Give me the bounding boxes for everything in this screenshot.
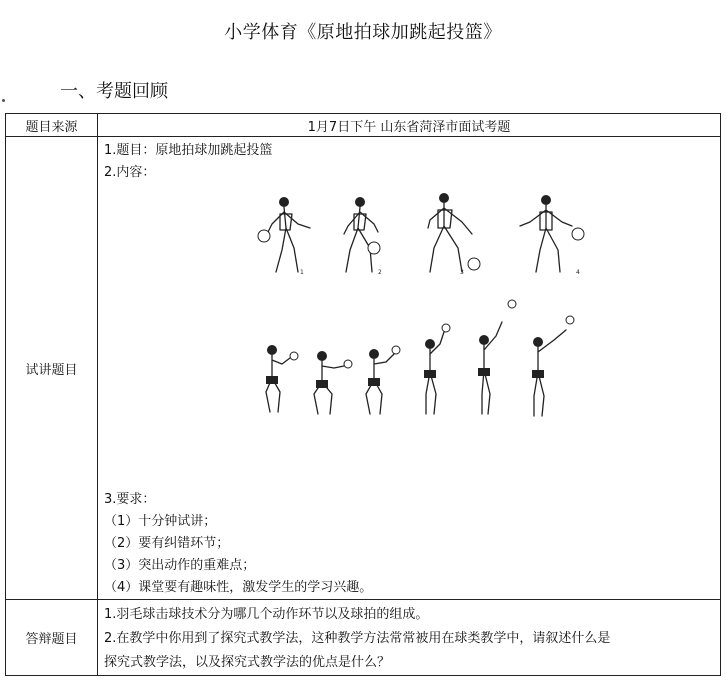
figure-number-1: 1 bbox=[300, 269, 304, 276]
requirement-3: （3）突出动作的重难点； bbox=[104, 558, 256, 573]
figure-number-2: 2 bbox=[378, 269, 382, 276]
shot-figure-1 bbox=[266, 345, 298, 412]
section-heading: 一、考题回顾 bbox=[60, 81, 168, 102]
ball-3 bbox=[468, 258, 480, 270]
source-value: 1月7日下午 山东省菏泽市面试考题 bbox=[98, 114, 721, 137]
dribble-figure-1 bbox=[268, 197, 310, 272]
source-label: 题目来源 bbox=[6, 114, 98, 137]
defense-question-2-part2: 探究式教学法，以及探究式教学法的优点是什么？ bbox=[104, 655, 391, 670]
defense-question-1: 1.羽毛球击球技术分为哪几个动作环节以及球拍的组成。 bbox=[104, 607, 429, 622]
page-title: 小学体育《原地拍球加跳起投篮》 bbox=[224, 22, 502, 43]
requirement-4: （4）课堂要有趣味性，激发学生的学习兴趣。 bbox=[104, 580, 373, 595]
ball-4 bbox=[572, 228, 584, 240]
illustration-svg bbox=[104, 184, 714, 489]
lecture-topic: 1.题目：原地拍球加跳起投篮 bbox=[104, 143, 273, 158]
shot-figure-6 bbox=[532, 316, 574, 416]
defense-row bbox=[6, 600, 721, 676]
figure-number-3: 3 bbox=[460, 269, 464, 276]
ball-2 bbox=[368, 242, 380, 254]
shot-figure-5 bbox=[478, 300, 516, 414]
lecture-content bbox=[98, 137, 721, 600]
lecture-content-heading: 2.内容： bbox=[104, 165, 156, 180]
shot-figure-3 bbox=[366, 346, 400, 414]
shot-figure-4 bbox=[424, 324, 450, 414]
dribble-figure-3 bbox=[428, 193, 472, 272]
question-table bbox=[5, 113, 721, 676]
source-row bbox=[6, 114, 721, 137]
margin-dot bbox=[2, 99, 5, 102]
requirement-2: （2）要有纠错环节； bbox=[104, 536, 230, 551]
defense-question-2-part1: 2.在教学中你用到了探究式教学法，这种教学方法常常被用在球类教学中，请叙述什么是 bbox=[104, 631, 611, 646]
lecture-row bbox=[6, 137, 721, 600]
requirements-heading: 3.要求： bbox=[104, 492, 156, 507]
lecture-label: 试讲题目 bbox=[6, 137, 98, 600]
shot-figure-2 bbox=[314, 351, 352, 414]
dribble-figure-2 bbox=[344, 197, 378, 272]
dribble-figure-4 bbox=[520, 195, 572, 272]
dribble-shoot-illustration bbox=[104, 184, 714, 489]
requirement-1: （1）十分钟试讲； bbox=[104, 514, 217, 529]
ball-1 bbox=[258, 230, 270, 242]
defense-label: 答辩题目 bbox=[6, 600, 98, 676]
figure-number-4: 4 bbox=[576, 269, 580, 276]
defense-content bbox=[98, 600, 721, 676]
